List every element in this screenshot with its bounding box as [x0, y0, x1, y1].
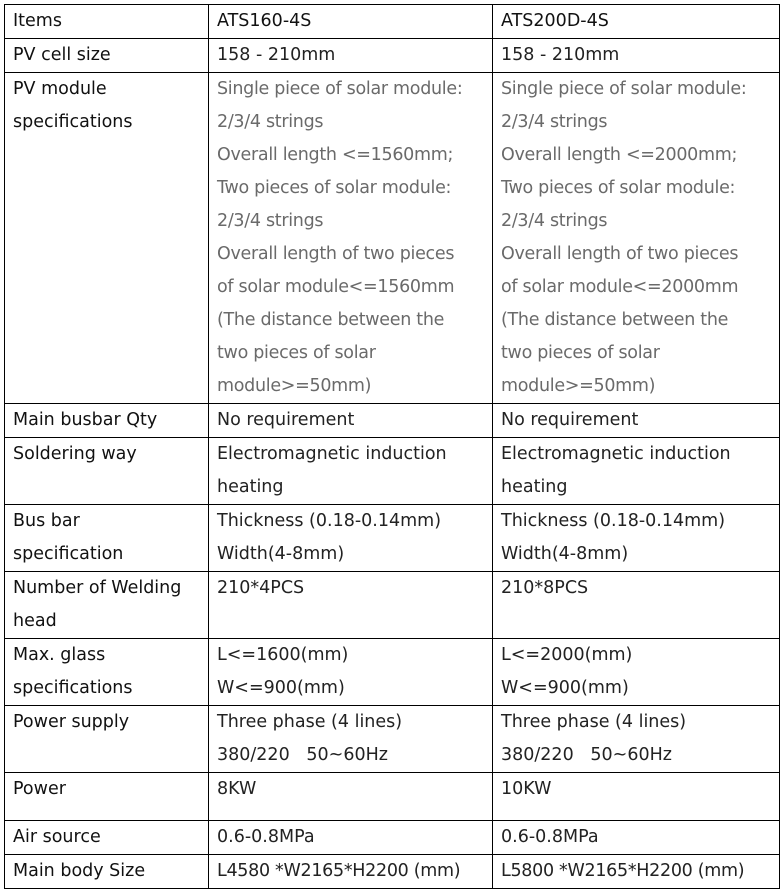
row-label: Main body Size: [5, 855, 209, 889]
row-value-b: 158 - 210mm: [493, 39, 780, 73]
table-row: [5, 438, 780, 505]
table-row: [5, 73, 780, 404]
table-row: [5, 706, 780, 773]
row-value-a: 210*4PCS: [209, 572, 493, 639]
row-label: Air source: [5, 821, 209, 855]
row-label: PV module specifications: [5, 73, 209, 404]
row-label: PV cell size: [5, 39, 209, 73]
table-row: [5, 39, 780, 73]
row-label: Soldering way: [5, 438, 209, 505]
table-row: [5, 404, 780, 438]
row-value-a: Thickness (0.18-0.14mm) Width(4-8mm): [209, 505, 493, 572]
table-row: [5, 505, 780, 572]
table-row: [5, 773, 780, 821]
row-value-b: 10KW: [493, 773, 780, 821]
table-row: [5, 639, 780, 706]
row-value-b: Thickness (0.18-0.14mm) Width(4-8mm): [493, 505, 780, 572]
row-value-a: Single piece of solar module: 2/3/4 strings Overall length <=1560mm; Two pieces of solar module: 2/3/4 strings Overall length of two pieces of solar module<=1560mm (The distance between the two pieces of solar module>=50mm): [209, 73, 493, 404]
row-label: Bus bar specification: [5, 505, 209, 572]
header-model-b: ATS200D-4S: [493, 5, 780, 39]
row-value-a: 8KW: [209, 773, 493, 821]
row-label: Number of Welding head: [5, 572, 209, 639]
table-row: [5, 855, 780, 889]
row-label: Main busbar Qty: [5, 404, 209, 438]
row-label: Max. glass specifications: [5, 639, 209, 706]
row-label: Power supply: [5, 706, 209, 773]
row-label: Power: [5, 773, 209, 821]
header-row: [5, 5, 780, 39]
row-value-b: Three phase (4 lines) 380/220 50~60Hz: [493, 706, 780, 773]
row-value-a: L4580 *W2165*H2200 (mm): [209, 855, 493, 889]
spec-table: [4, 4, 780, 889]
row-value-a: Electromagnetic induction heating: [209, 438, 493, 505]
row-value-a: No requirement: [209, 404, 493, 438]
table-row: [5, 572, 780, 639]
header-model-a: ATS160-4S: [209, 5, 493, 39]
header-items: Items: [5, 5, 209, 39]
row-value-b: Electromagnetic induction heating: [493, 438, 780, 505]
row-value-a: 158 - 210mm: [209, 39, 493, 73]
row-value-a: 0.6-0.8MPa: [209, 821, 493, 855]
row-value-b: L5800 *W2165*H2200 (mm): [493, 855, 780, 889]
row-value-b: No requirement: [493, 404, 780, 438]
row-value-b: L<=2000(mm) W<=900(mm): [493, 639, 780, 706]
row-value-b: 210*8PCS: [493, 572, 780, 639]
row-value-b: Single piece of solar module: 2/3/4 strings Overall length <=2000mm; Two pieces of solar module: 2/3/4 strings Overall length of two pieces of solar module<=2000mm (The distance between the two pieces of solar module>=50mm): [493, 73, 780, 404]
row-value-b: 0.6-0.8MPa: [493, 821, 780, 855]
table-row: [5, 821, 780, 855]
row-value-a: Three phase (4 lines) 380/220 50~60Hz: [209, 706, 493, 773]
row-value-a: L<=1600(mm) W<=900(mm): [209, 639, 493, 706]
